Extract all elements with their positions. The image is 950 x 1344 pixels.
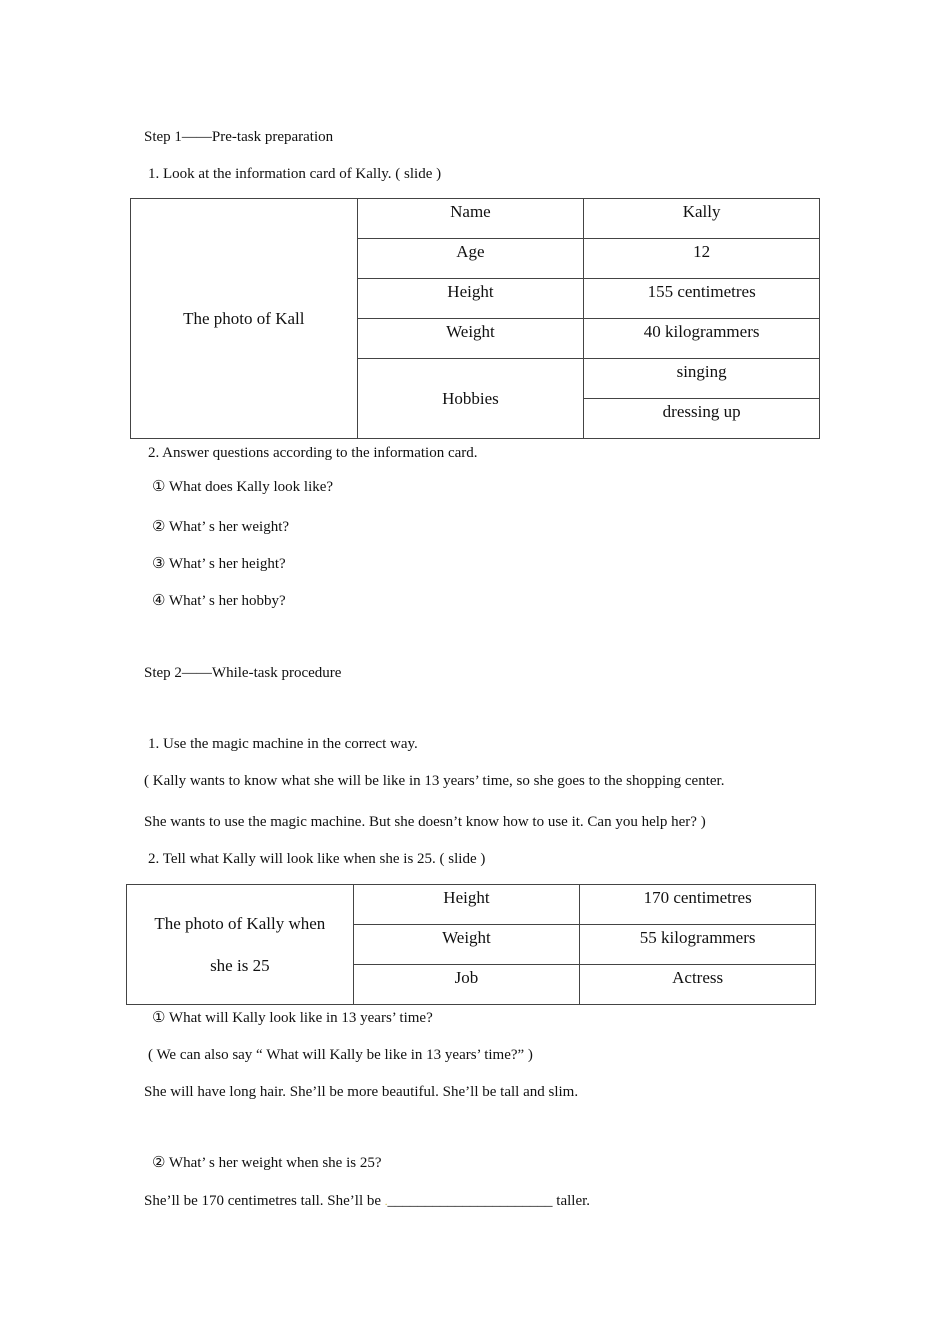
- question-4: ④ What’ s her hobby?: [152, 593, 286, 609]
- photo-label-line1: The photo of Kally when: [154, 913, 326, 933]
- row-label: Age: [357, 239, 584, 279]
- step2-question-1-note: ( We can also say “ What will Kally be like in 13 years’ time?” ): [148, 1047, 533, 1063]
- answer-start: She’ll be 170 centimetres tall. She’ll be: [144, 1193, 382, 1209]
- row-value: Actress: [580, 965, 816, 1005]
- step2-question-2: ② What’ s her weight when she is 25?: [152, 1155, 382, 1171]
- row-label: Name: [357, 199, 584, 239]
- photo-label: The photo of Kall: [183, 308, 305, 328]
- photo-cell: [127, 885, 354, 1005]
- row-label: Height: [353, 885, 580, 925]
- row-value: 170 centimetres: [580, 885, 816, 925]
- step2-item2: 2. Tell what Kally will look like when she is 25. ( slide ): [148, 851, 486, 867]
- future-card-table: [126, 884, 816, 1005]
- dot-mark: .: [384, 1196, 388, 1208]
- step2-context-1: ( Kally wants to know what she will be like in 13 years’ time, so she goes to the shopping center.: [144, 773, 725, 789]
- info-card-table: [130, 198, 820, 439]
- step2-question-1-answer: She will have long hair. She’ll be more beautiful. She’ll be tall and slim.: [144, 1084, 579, 1100]
- step1-heading: Step 1——Pre-task preparation: [144, 129, 334, 145]
- answer-end: taller.: [556, 1193, 591, 1209]
- step1-item2: 2. Answer questions according to the information card.: [148, 445, 478, 461]
- row-value: Kally: [584, 199, 820, 239]
- step2-question-2-answer: [144, 1191, 590, 1212]
- row-value: 12: [584, 239, 820, 279]
- question-1: ① What does Kally look like?: [152, 479, 334, 495]
- answer-blank: ______________________: [387, 1193, 553, 1209]
- row-label: Weight: [357, 319, 584, 359]
- photo-cell: [131, 199, 358, 439]
- row-label: Height: [357, 279, 584, 319]
- step1-item1: 1. Look at the information card of Kally. ( slide ): [148, 166, 442, 182]
- step2-heading: Step 2——While-task procedure: [144, 665, 342, 681]
- step2-context-2: She wants to use the magic machine. But she doesn’t know how to use it. Can you help her? ): [144, 814, 706, 830]
- hobby-value: singing: [584, 359, 820, 399]
- step2-question-1: ① What will Kally look like in 13 years’ time?: [152, 1010, 433, 1026]
- row-value: 55 kilogrammers: [580, 925, 816, 965]
- row-value: 155 centimetres: [584, 279, 820, 319]
- question-2: ② What’ s her weight?: [152, 519, 290, 535]
- hobby-value: dressing up: [584, 399, 820, 439]
- question-3: ③ What’ s her height?: [152, 556, 286, 572]
- hobbies-label: Hobbies: [357, 359, 584, 439]
- row-label: Job: [353, 965, 580, 1005]
- step2-item1: 1. Use the magic machine in the correct way.: [148, 736, 418, 752]
- row-value: 40 kilogrammers: [584, 319, 820, 359]
- row-label: Weight: [353, 925, 580, 965]
- photo-label-line2: she is 25: [210, 955, 270, 975]
